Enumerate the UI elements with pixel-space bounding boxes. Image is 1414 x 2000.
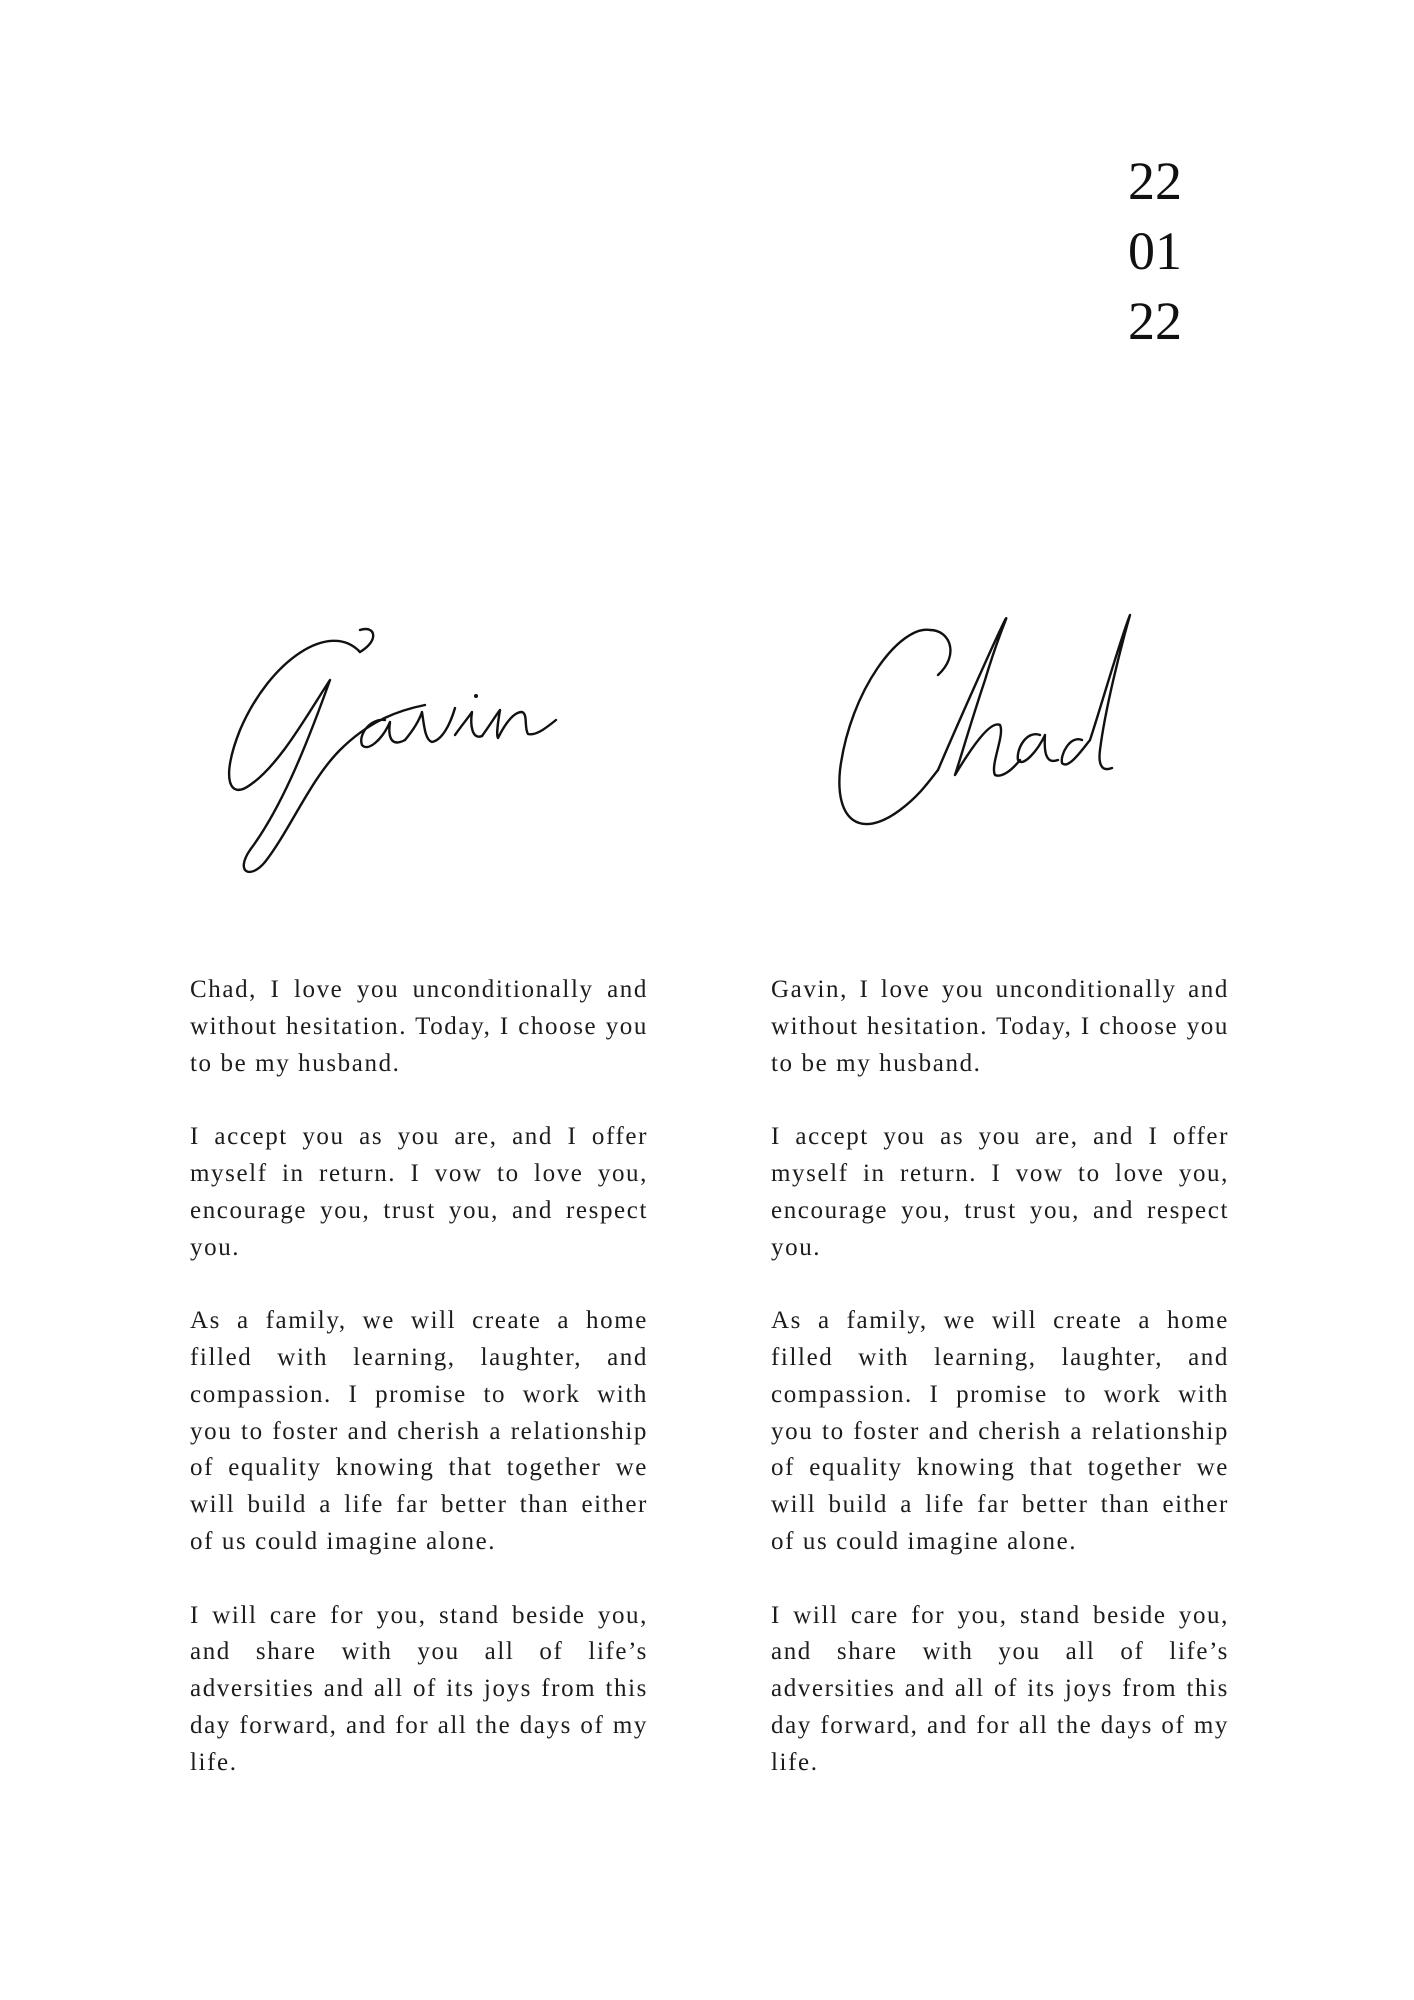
date-day: 22: [1128, 151, 1182, 211]
vow-paragraph: I accept you as you are, and I offer myself in return. I vow to love you, encourage you, trust you, and respect you.: [190, 1123, 648, 1261]
vow-paragraph: Chad, I love you unconditionally and without hesitation. Today, I choose you to be my husband.: [190, 976, 648, 1077]
gavin-script-lettering: [210, 600, 650, 900]
vow-paragraph: Gavin, I love you unconditionally and without hesitation. Today, I choose you to be my husband.: [771, 976, 1229, 1077]
name-chad-signature: [820, 600, 1200, 900]
vows-gavin: [190, 972, 648, 1782]
vow-paragraph: I will care for you, stand beside you, and share with you all of life’s adversities and all of its joys from this day forward, and for all the days of my life.: [771, 1601, 1229, 1776]
date-year: 22: [1128, 291, 1182, 351]
vow-paragraph: I accept you as you are, and I offer myself in return. I vow to love you, encourage you, trust you, and respect you.: [771, 1123, 1229, 1261]
wedding-date: [1128, 146, 1208, 356]
date-month: 01: [1128, 221, 1182, 281]
name-gavin-signature: [210, 600, 650, 900]
chad-script-lettering: [820, 600, 1200, 900]
vow-paragraph: I will care for you, stand beside you, and share with you all of life’s adversities and all of its joys from this day forward, and for all the days of my life.: [190, 1601, 648, 1776]
vow-paragraph: As a family, we will create a home filled with learning, laughter, and compassion. I promise to work with you to foster and cherish a relationship of equality knowing that together we will build a life far better than either of us could imagine alone.: [190, 1307, 648, 1555]
vows-chad: [771, 972, 1229, 1782]
vow-paragraph: As a family, we will create a home filled with learning, laughter, and compassion. I promise to work with you to foster and cherish a relationship of equality knowing that together we will build a life far better than either of us could imagine alone.: [771, 1307, 1229, 1555]
